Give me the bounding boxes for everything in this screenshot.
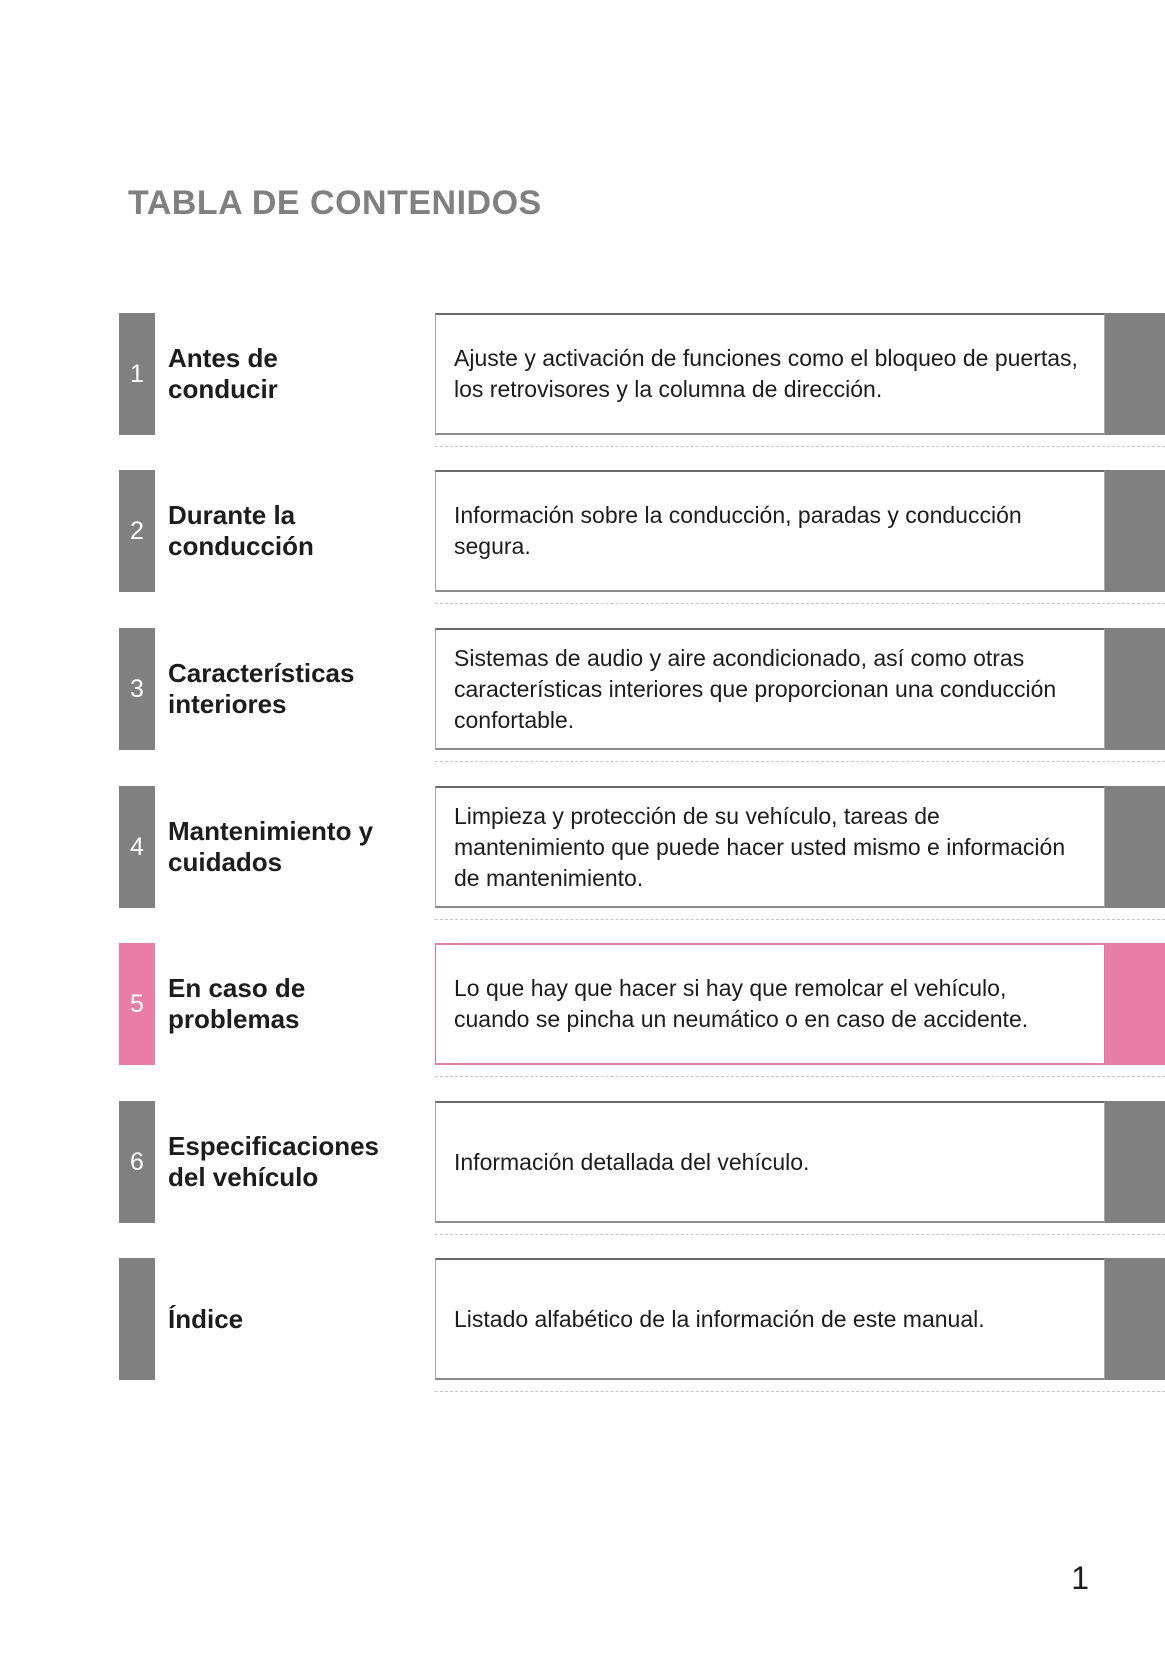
section-title: [168, 470, 430, 592]
section-title-line: Mantenimiento y: [168, 816, 374, 846]
section-title: [168, 1258, 430, 1380]
section-title-line: Especificaciones: [168, 1131, 379, 1161]
section-description-box: [435, 1101, 1105, 1223]
separator-dashed-line: [435, 1076, 1165, 1077]
section-title-line: Antes de: [168, 343, 278, 373]
section-title-line: Durante la: [168, 500, 296, 530]
section-title-line: conducción: [168, 531, 314, 561]
section-description: Listado alfabético de la información de este manual.: [454, 1305, 985, 1332]
section-title: [168, 313, 430, 435]
toc-section-en-caso-de-problemas[interactable]: [0, 943, 1165, 1065]
section-title-line: conducir: [168, 374, 278, 404]
separator-dashed-line: [435, 446, 1165, 447]
chapter-number: 5: [130, 989, 144, 1018]
toc-section-durante-la-conduccion[interactable]: [0, 470, 1165, 592]
section-description-box: [435, 628, 1105, 750]
chapter-edge-tab: [1105, 628, 1165, 750]
section-description: Sistemas de audio y aire acondicionado, así como otras características interiores que proporcionan una conducción confortable.: [454, 644, 1057, 733]
section-title: [168, 943, 430, 1065]
section-description: Información sobre la conducción, paradas y conducción segura.: [454, 502, 1022, 559]
toc-section-especificaciones-del-vehiculo[interactable]: [0, 1101, 1165, 1223]
section-title-line: cuidados: [168, 847, 283, 877]
section-title-line: interiores: [168, 689, 287, 719]
chapter-number-tab: [119, 313, 155, 435]
toc-section-mantenimiento-y-cuidados[interactable]: [0, 786, 1165, 908]
section-title-line: del vehículo: [168, 1162, 319, 1192]
chapter-number: 6: [130, 1147, 144, 1176]
chapter-number-tab: [119, 628, 155, 750]
chapter-number: 2: [130, 516, 144, 545]
toc-section-antes-de-conducir[interactable]: [0, 313, 1165, 435]
section-title-line: Índice: [168, 1303, 244, 1334]
chapter-edge-tab: [1105, 313, 1165, 435]
section-description-box: [435, 943, 1105, 1065]
chapter-number-tab: [119, 786, 155, 908]
page-number: 1: [1071, 1560, 1089, 1596]
chapter-number: 4: [130, 832, 144, 861]
section-title: [168, 1101, 430, 1223]
chapter-edge-tab: [1105, 1258, 1165, 1380]
section-description-box: [435, 313, 1105, 435]
chapter-edge-tab: [1105, 943, 1165, 1065]
page-title: TABLA DE CONTENIDOS: [128, 184, 542, 222]
separator-dashed-line: [435, 761, 1165, 762]
section-description: Lo que hay que hacer si hay que remolcar el vehículo, cuando se pincha un neumático o en caso de accidente.: [454, 975, 1029, 1032]
separator-dashed-line: [435, 603, 1165, 604]
toc-section-indice[interactable]: [0, 1258, 1165, 1380]
chapter-edge-tab: [1105, 470, 1165, 592]
section-description: Información detallada del vehículo.: [454, 1148, 810, 1175]
chapter-number-tab: [119, 470, 155, 592]
section-title-line: problemas: [168, 1004, 300, 1034]
chapter-number: 1: [130, 359, 144, 388]
section-title-line: Características: [168, 658, 355, 688]
separator-dashed-line: [435, 1391, 1165, 1392]
chapter-edge-tab: [1105, 786, 1165, 908]
section-title: [168, 786, 430, 908]
chapter-number-tab: [119, 1101, 155, 1223]
section-description: Ajuste y activación de funciones como el bloqueo de puertas, los retrovisores y la columna de dirección.: [454, 345, 1078, 402]
section-title: [168, 628, 430, 750]
section-title-line: En caso de: [168, 973, 306, 1003]
section-description-box: [435, 786, 1105, 908]
chapter-edge-tab: [1105, 1101, 1165, 1223]
chapter-number-tab: [119, 1258, 155, 1380]
chapter-number: 3: [130, 674, 144, 703]
separator-dashed-line: [435, 919, 1165, 920]
chapter-number-tab: [119, 943, 155, 1065]
toc-section-caracteristicas-interiores[interactable]: [0, 628, 1165, 750]
separator-dashed-line: [435, 1234, 1165, 1235]
section-description-box: [435, 1258, 1105, 1380]
section-description: Limpieza y protección de su vehículo, tareas de mantenimiento que puede hacer usted mismo e información de mantenimiento.: [454, 802, 1066, 891]
section-description-box: [435, 470, 1105, 592]
